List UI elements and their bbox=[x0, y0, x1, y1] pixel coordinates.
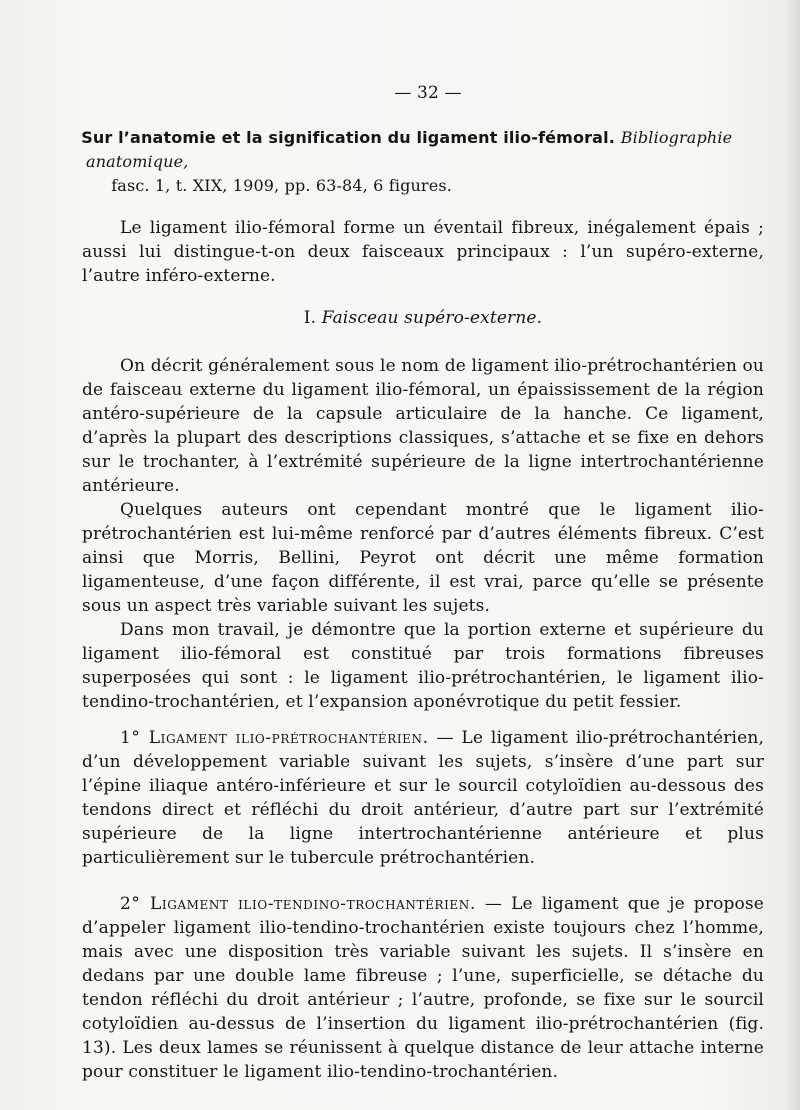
subsection-1-label: 1° Ligament ilio-prétrochantérien. bbox=[120, 728, 429, 748]
page-number: — 32 — bbox=[394, 83, 462, 103]
section-heading bbox=[82, 306, 764, 330]
article-title: Sur l’anatomie et la signification du ligament ilio-fémoral. bbox=[81, 128, 615, 147]
subsection-2-label: 2° Ligament ilio-tendino-trochantérien. bbox=[120, 894, 476, 914]
journal-title: Bibliographie anatomique, bbox=[86, 128, 733, 171]
subsection-ilio-tendino-trochanterien bbox=[82, 892, 764, 1084]
section-title: Faisceau supéro-externe. bbox=[321, 308, 543, 328]
subsection-1-text: — Le ligament ilio-prétrochantérien, d’un développement variable suivant les sujets, s’insère d’une part sur l’épine iliaque antéro-inférieure et sur le sourcil cotyloïdien au-dessous des tendons direct et réfléchi du droit antérieur, d’autre part sur l’extrémité supérieure de la ligne intertrochantérienne antérieure et plus particulièrement sur le tubercule prétrochantérien. bbox=[82, 728, 764, 868]
paragraph-classic-description: On décrit généralement sous le nom de ligament ilio-prétrochantérien ou de faisceau externe du ligament ilio-fémoral, un épaississement de la région antéro-supérieure de la capsule articulaire de la hanche. Ce ligament, d’après la plupart des descriptions classiques, s’attache et se fixe en dehors sur le trochanter, à l’extrémité supérieure de la ligne intertrochantérienne antérieure. bbox=[82, 356, 764, 496]
intro-paragraph: Le ligament ilio-fémoral forme un éventail fibreux, inégalement épais ; aussi lui distingue-t-on deux faisceaux principaux : l’un supéro-externe, l’autre inféro-externe. bbox=[82, 218, 764, 286]
subsection-2-text: — Le ligament que je propose d’appeler ligament ilio-tendino-trochantérien existe toujours chez l’homme, mais avec une disposition très variable suivant les sujets. Il s’insère en dedans par une double lame fibreuse ; l’une, superficielle, se détache du tendon réfléchi du droit antérieur ; l’autre, profonde, se fixe sur le sourcil cotyloïdien au-dessus de l’insertion du ligament ilio-prétrochantérien (fig. 13). Les deux lames se réunissent à quelque distance de leur attache interne pour constituer le ligament ilio-tendino-trochantérien. bbox=[82, 894, 764, 1082]
page-content bbox=[82, 82, 764, 1084]
paragraph-author-work: Dans mon travail, je démontre que la portion externe et supérieure du ligament ilio-fémoral est constitué par trois formations fibreuses superposées qui sont : le ligament ilio-prétrochantérien, le ligament ilio-tendino-trochantérien, et l’expansion aponévrotique du petit fessier. bbox=[82, 620, 764, 712]
subsection-ilio-pretrochanterien bbox=[82, 726, 764, 870]
section-number: I. bbox=[303, 308, 317, 328]
paragraph-other-authors: Quelques auteurs ont cependant montré que le ligament ilio-prétrochantérien est lui-même renforcé par d’autres éléments fibreux. C’est ainsi que Morris, Bellini, Peyrot ont décrit une même formation ligamenteuse, d’une façon différente, il est vrai, parce qu’elle se présente sous un aspect très variable suivant les sujets. bbox=[82, 500, 764, 616]
publication-details: fasc. 1, t. XIX, 1909, pp. 63-84, 6 figures. bbox=[111, 176, 452, 195]
bibliographic-reference bbox=[81, 126, 764, 198]
